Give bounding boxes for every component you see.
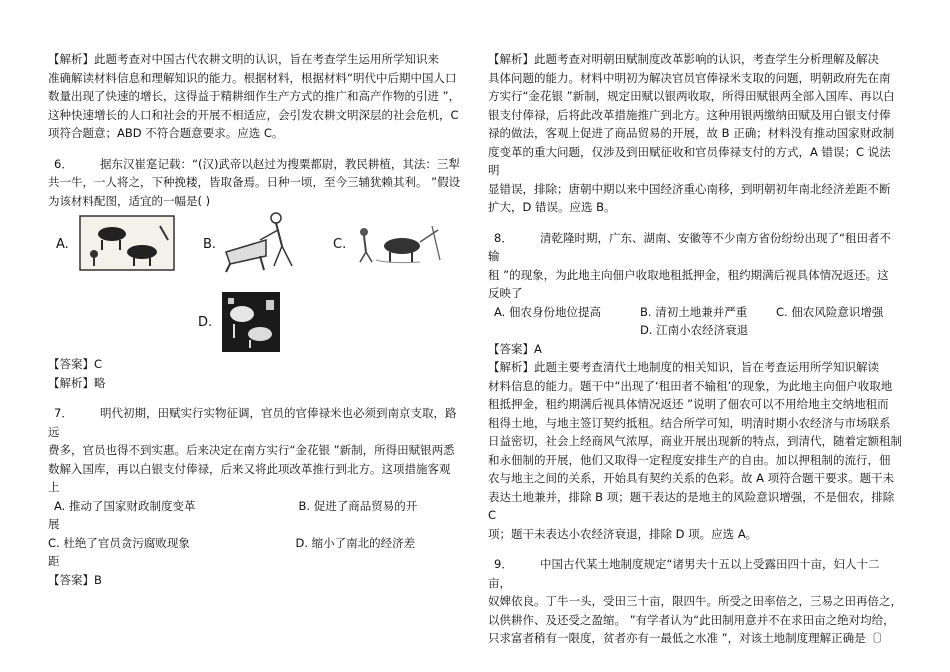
text-line: 表达土地兼并，排除 B 项；题干表达的是地主的风险意识增强，不是佃农，排除 C <box>488 489 895 522</box>
analysis: 【解析】略 <box>48 375 106 390</box>
text-line: 准确解读材料信息和理解知识的能力。根据材料，根据材料“明代中后期中国人口 <box>48 70 457 85</box>
option-b-cont: 展 <box>48 517 60 531</box>
question-8 <box>488 229 902 544</box>
text-line: 数量出现了快速的增长，这得益于精耕细作生产方式的推广和高产作物的引进 ”， <box>48 89 461 103</box>
text-line: 扩大，D 错误。应选 B。 <box>488 200 616 214</box>
text-line: 和永佃制的开展，他们又取得一定程度安排生产的自由。加以押租制的流行，佃 <box>488 452 891 467</box>
question-9 <box>488 555 902 648</box>
question-number: 7． <box>54 406 73 420</box>
text-line: 材料信息的能力。题干中“出现了‘租田者不输租’的现象，为此地主向佃户收取地 <box>488 378 893 393</box>
text-line: 数解入国库，再以白银支付俸禄，后来又将此项改革推行到北方。这项措施客观 <box>48 461 451 476</box>
text-line: 费多，官员也得不到实惠。后来决定在南方实行“金花银 ”新制，所得田赋银两悉 <box>48 443 455 457</box>
option-d: D. 江南小农经济衰退 <box>640 323 749 337</box>
text-line: 方实行“金花银 ”新制，规定田赋以银两收取，所得田赋银两全部入国库、再以白 <box>488 89 895 103</box>
option-c: C. 杜绝了官员贪污腐败现象 <box>48 535 190 550</box>
text-line: 共一牛，一人将之，下种挽耧，皆取备焉。日种一顷，至今三辅犹赖其利。 ”假设 <box>48 175 461 189</box>
text-line: 租得土地，与地主签订契约抵租。结合所学可知，明清时期小农经济与市场联系 <box>488 415 891 430</box>
text-line: 租抵押金，租约期满后视具体情况返还 ”说明了佃农可以不用给地主交纳地租而 <box>488 397 889 411</box>
option-a: A. 推动了国家财政制度变革 <box>54 498 196 513</box>
text-line: 奴婢依良。丁牛一头，受田三十亩，限四牛。所受之田率倍之，三易之田再倍之， <box>488 594 902 608</box>
text-line: 项；题干未表达小农经济衰退，排除 D 项。应选 A。 <box>488 526 758 541</box>
options-row <box>48 497 463 516</box>
option-b: B. 促进了商品贸易的开 <box>298 498 418 513</box>
question-number: 6． <box>54 156 73 171</box>
option-d-cont: 距 <box>48 554 60 568</box>
image-options <box>48 210 463 355</box>
option-b: B. 清初土地兼并严重 <box>640 304 748 319</box>
answer: 【答案】A <box>488 341 542 356</box>
text-line: 【解析】此题主要考查清代土地制度的相关知识，旨在考查运用所学知识解读 <box>488 360 879 374</box>
text-line: 中国古代某土地制度规定“诸男夫十五以上受露田四十亩，妇人十二亩， <box>488 557 880 590</box>
text-line: 项符合题意；ABD 不符合题意要求。应选 C。 <box>48 126 284 140</box>
stone-relief-image-d <box>220 290 282 354</box>
q5-analysis <box>48 50 463 143</box>
text-line: 为该材料配图，适宜的一幅是( ) <box>48 193 211 208</box>
text-line: 【解析】此题考查对明朝田赋制度改革影响的认识，考查学生分析理解及解决 <box>488 52 879 66</box>
answer: 【答案】B <box>48 572 102 587</box>
q7-analysis <box>488 50 902 217</box>
text-line: 租 ”的现象，为此地主向佃户收取地租抵押金，租约期满后视具体情况返还。这 <box>488 267 889 282</box>
question-number: 9． <box>494 557 513 571</box>
text-line: 以供耕作、及还受之盈缩。 ”有学者认为“此田制用意并不在求田亩之绝对均给， <box>488 612 895 627</box>
option-c: C. 佃农风险意识增强 <box>776 304 884 319</box>
option-a: A. 佃农身份地位提高 <box>494 304 601 319</box>
text-line: 据东汉崔寔记载：“(汉)武帝以赵过为搜粟都尉，教民耕植，其法：三犁 <box>100 156 460 171</box>
left-column <box>48 50 463 589</box>
text-line: 只求富者稍有一限度，贫者亦有一最低之水准 ”，对该土地制度理解正确是〔〕 <box>488 631 889 645</box>
text-line: 具体问题的能力。材料中明初为解决官员官俸禄米支取的问题，明朝政府先在南 <box>488 70 891 85</box>
text-line: 明代初期，田赋实行实物征调，官员的官俸禄米也必须到南京支取，路远 <box>48 406 457 439</box>
option-d-label: D. <box>198 315 213 330</box>
text-line: 反映了 <box>488 286 523 300</box>
answer: 【答案】C <box>48 357 103 371</box>
text-line: 清乾隆时期，广东、湖南、安徽等不少南方省份纷纷出现了“租田者不输 <box>488 230 891 263</box>
text-line: 上 <box>48 480 60 494</box>
option-b-label: B. <box>203 237 217 252</box>
question-7 <box>48 404 463 589</box>
ox-plowing-image-a <box>78 214 176 272</box>
text-line: 银支付俸禄，后将此改革措施推广到北方。这种用银两缴纳田赋及用白银支付俸 <box>488 107 891 122</box>
options-row <box>488 303 902 322</box>
text-line: 这种快速增长的人口和社会的开展不相适应，会引发农耕文明深层的社会危机，C <box>48 107 459 122</box>
option-d: D. 缩小了南北的经济差 <box>295 535 416 550</box>
question-number: 8． <box>494 230 513 245</box>
right-column <box>488 50 902 648</box>
text-line: 禄的做法，客观上促进了商品贸易的开展，故 B 正确；材料没有推动国家财政制 <box>488 126 895 140</box>
ox-farmer-image-c <box>350 220 442 266</box>
text-line: 农与地主之间的关系，开始具有契约关系的色彩。故 A 项符合题干要求。题干未 <box>488 471 895 485</box>
text-line: 度变革的重大问题，仅涉及到田赋征收和官员俸禄支付的方式，A 错误；C 说法明 <box>488 144 891 177</box>
text-line: 【解析】此题考查对中国古代农耕文明的认识，旨在考查学生运用所学知识来 <box>48 52 439 66</box>
option-a-label: A. <box>56 237 69 252</box>
question-6 <box>48 155 463 393</box>
option-c-label: C. <box>333 237 347 252</box>
plow-tool-image-b <box>220 210 310 276</box>
text-line: 显错误，排除；唐朝中期以来中国经济重心南移，到明朝初年南北经济差距不断 <box>488 181 891 196</box>
text-line: 日益密切，社会上经商风气浓厚，商业开展出现新的特点，到清代，随着定额租制 <box>488 434 902 448</box>
options-row <box>48 534 463 553</box>
